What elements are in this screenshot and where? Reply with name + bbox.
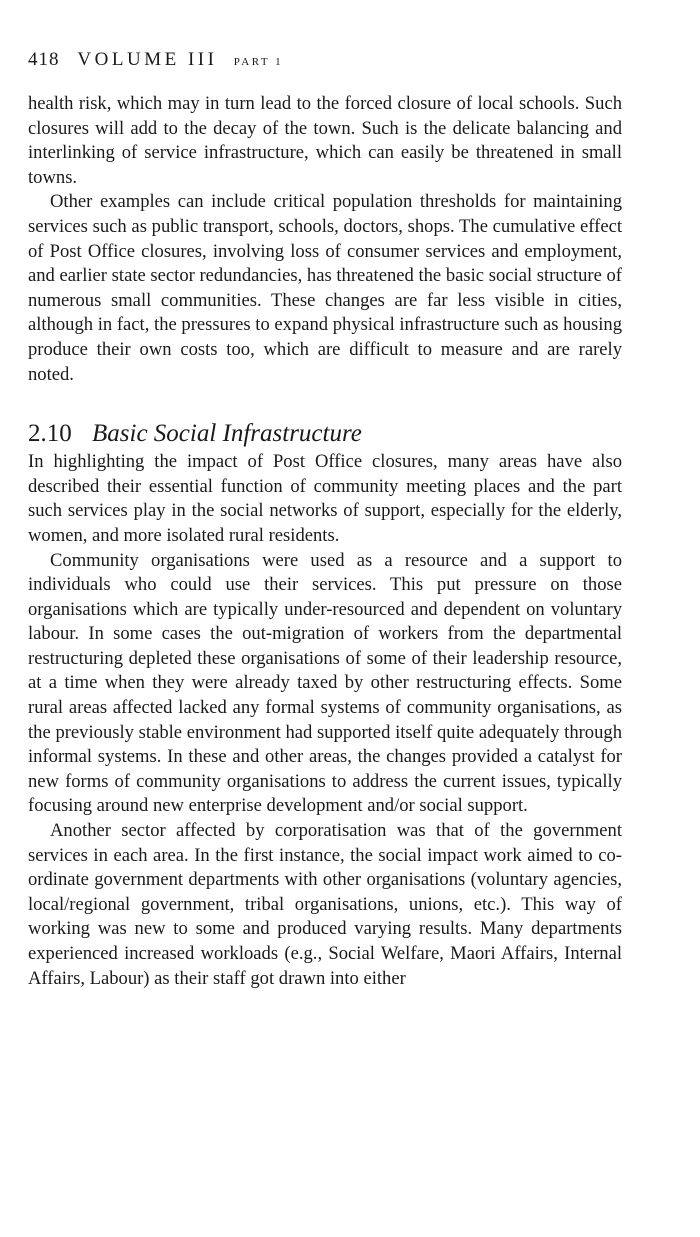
- page-number: 418: [28, 49, 60, 70]
- section-heading: [28, 419, 622, 449]
- volume-label: VOLUME III: [77, 49, 218, 70]
- paragraph-highlighting: In highlighting the impact of Post Office closures, many areas have also described their essential function of community meeting places and the part such services play in the social networks of support, especially for the elderly, women, and more isolated rural residents.: [28, 451, 622, 546]
- paragraph-community-organisations: Community organisations were used as a resource and a support to individuals who could use their services. This put pressure on those organisations which are typically under-resourced and dependent on voluntary labour. In some cases the out-migration of workers from the departmental restructuring depleted these organisations of some of their leadership resource, at a time when they were already taxed by other restructuring effects. Some rural areas affected lacked any formal systems of community organisations, as the previously stable environment had supported itself quite adequately through informal systems. In these and other areas, the changes provided a catalyst for new forms of community organisations to address the current issues, typically focusing around new enterprise development and/or social support.: [28, 549, 622, 817]
- section-title: Basic Social Infrastructure: [92, 420, 362, 448]
- paragraph-continued: health risk, which may in turn lead to the forced closure of local schools. Such closures will add to the decay of the town. Such is the delicate balancing and interlinking of service infrastructure, which can easily be threatened in small towns.: [28, 93, 622, 188]
- book-page: [28, 48, 622, 991]
- running-head: [28, 48, 622, 74]
- paragraph-other-examples: Other examples can include critical population thresholds for maintaining services such as public transport, schools, doctors, shops. The cumulative effect of Post Office closures, involving loss of consumer services and employment, and earlier state sector redundancies, has threatened the basic social structure of numerous small communities. These changes are far less visible in cities, although in fact, the pressures to expand physical infrastructure such as housing produce their own costs too, which are difficult to measure and are rarely noted.: [28, 191, 622, 385]
- section-number: 2.10: [28, 420, 72, 448]
- part-label: PART 1: [233, 56, 284, 68]
- paragraph-government-services: Another sector affected by corporatisation was that of the government services in each area. In the first instance, the social impact work aimed to co-ordinate government departments with other organisations (voluntary agencies, local/regional government, tribal organisations, unions, etc.). This way of working was new to some and produced varying results. Many departments experienced increased workloads (e.g., Social Welfare, Maori Affairs, Internal Affairs, Labour) as their staff got drawn into either: [28, 820, 622, 989]
